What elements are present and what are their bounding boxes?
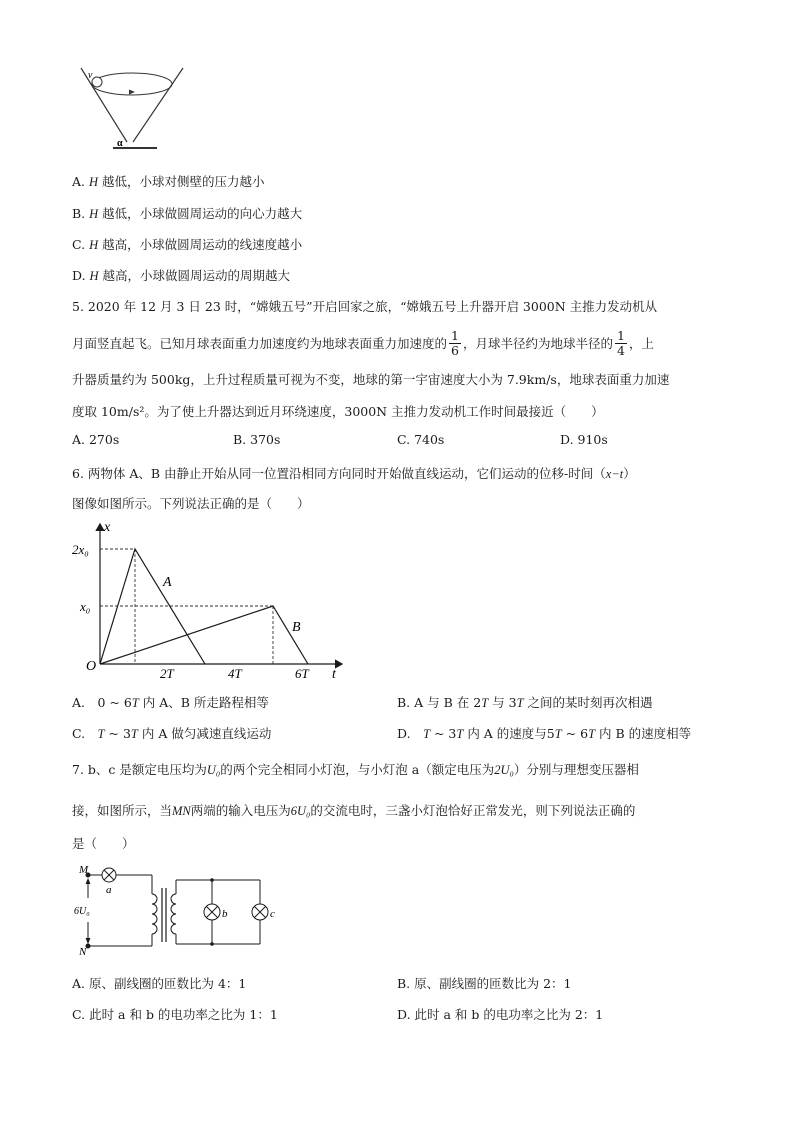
- tick-2t: 2T: [160, 666, 174, 681]
- q6-option-d: D. T ~ 3T 内 A 的速度与5T ~ 6T 内 B 的速度相等: [397, 726, 692, 741]
- q7-line-1: 7. b、c 是额定电压均为U₀的两个完全相同小灯泡，与小灯泡 a（额定电压为2U₀）分别与理想变压器相: [72, 762, 639, 777]
- q5-line-3: 升器质量约为 500kg，上升过程质量可视为不变，地球的第一宇宙速度大小为 7.9km/s，地球表面重力加速: [72, 372, 670, 387]
- fraction-one-quarter: $\frac{1}{4}$: [616, 328, 625, 358]
- label-n: N: [79, 946, 87, 956]
- q7-line-3: 是（ ）: [72, 836, 135, 851]
- cone-right-wall: [133, 68, 183, 142]
- q5-option-a: A. 270s: [72, 432, 120, 447]
- angle-label: α: [117, 138, 123, 149]
- q6-option-a: A. 0 ~ 6T 内 A、B 所走路程相等: [72, 695, 269, 710]
- q5-option-d: D. 910s: [560, 432, 608, 447]
- x-axis-label: t: [332, 667, 336, 682]
- label-a: a: [106, 884, 112, 896]
- q5-option-b: B. 370s: [233, 432, 281, 447]
- label-voltage: 6U₀: [74, 906, 90, 917]
- q6-line-2: 图像如图所示。下列说法正确的是（ ）: [72, 496, 310, 511]
- q7-option-c: C. 此时 a 和 b 的电功率之比为 1：1: [72, 1007, 278, 1022]
- tick-6t: 6T: [295, 666, 309, 681]
- label-m: M: [79, 864, 89, 876]
- q6-option-b: B. A 与 B 在 2T 与 3T 之间的某时刻再次相遇: [397, 695, 653, 710]
- q5-line-4: 度取 10m/s²。为了使上升器达到近月环绕速度，3000N 主推力发动机工作时间最接近（ ）: [72, 404, 604, 419]
- q4-option-c: C. H 越高，小球做圆周运动的线速度越小: [72, 237, 303, 252]
- origin-label: O: [86, 659, 97, 674]
- q7-option-b: B. 原、副线圈的匝数比为 2：1: [397, 976, 572, 991]
- direction-arrow: [129, 90, 135, 95]
- label-b: B: [292, 620, 301, 635]
- q7-line-2: 接，如图所示，当MN两端的输入电压为6U₀的交流电时，三盏小灯泡恰好正常发光，则下列说法正确的: [72, 803, 636, 818]
- tick-2x0: 2x₀: [72, 542, 89, 557]
- primary-coil: [152, 894, 157, 934]
- label-a: A: [163, 575, 172, 590]
- secondary-coil: [171, 894, 176, 934]
- label-b: b: [222, 908, 228, 920]
- q4-option-d: D. H 越高，小球做圆周运动的周期越大: [72, 268, 291, 283]
- q4-option-b: B. H 越低，小球做圆周运动的向心力越大: [72, 206, 303, 221]
- tick-4t: 4T: [228, 666, 242, 681]
- speed-label: v: [88, 70, 93, 81]
- q4-option-a: A. H 越低，小球对侧壁的压力越小: [72, 174, 265, 189]
- line-b: [100, 606, 308, 664]
- q7-option-d: D. 此时 a 和 b 的电功率之比为 2：1: [397, 1007, 604, 1022]
- q6-line-1: 6. 两物体 A、B 由静止开始从同一位置沿相同方向同时开始做直线运动，它们运动的位移-时间（x−t）: [72, 466, 636, 481]
- tick-x0: x₀: [80, 599, 91, 614]
- label-c: c: [270, 908, 275, 920]
- xt-graph: [70, 518, 360, 686]
- q5-line-2: 月面竖直起飞。已知月球表面重力加速度约为地球表面重力加速度的 $\frac{1}{6}$ ，月球半径约为地球半径的 $\frac{1}{4}$ ，上: [72, 328, 654, 358]
- q7-option-a: A. 原、副线圈的匝数比为 4：1: [72, 976, 247, 991]
- fraction-one-sixth: $\frac{1}{6}$: [451, 328, 459, 358]
- ball: [92, 77, 102, 87]
- y-axis-label: x: [104, 520, 111, 535]
- q6-option-c: C. T ~ 3T 内 A 做匀减速直线运动: [72, 726, 272, 741]
- q5-option-c: C. 740s: [397, 432, 445, 447]
- transformer-circuit: [72, 864, 284, 956]
- cone-figure: [75, 60, 190, 155]
- q5-line-1: 5. 2020 年 12 月 3 日 23 时，“嫦娥五号”开启回家之旅，“嫦娥五号上升器开启 3000N 主推力发动机从: [72, 299, 658, 314]
